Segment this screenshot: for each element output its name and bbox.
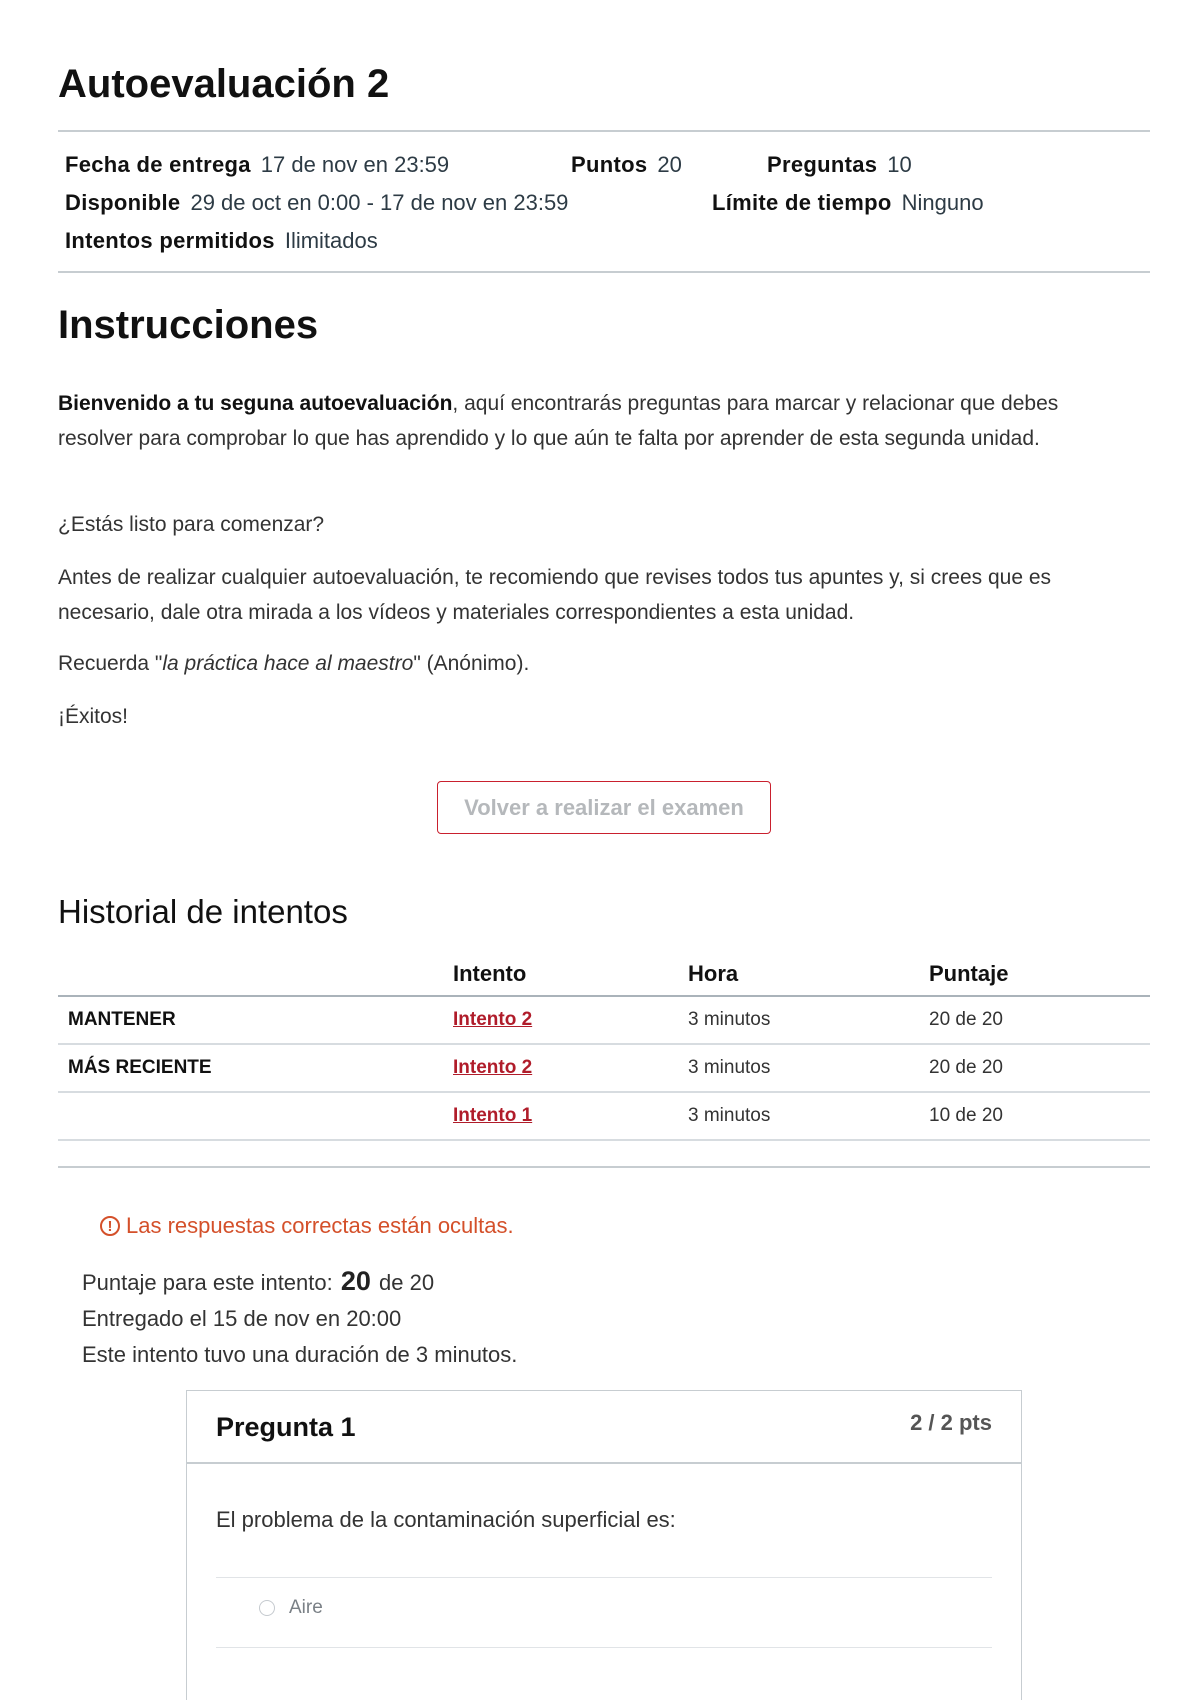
- question-points: 2 / 2 pts: [910, 1410, 992, 1435]
- attempt-tag: MÁS RECIENTE: [68, 1057, 212, 1078]
- score-value: 20: [340, 1266, 371, 1296]
- attempt-score: [82, 1266, 434, 1297]
- points: [571, 152, 682, 178]
- instructions-advice: Antes de realizar cualquier autoevaluación, te recomiendo que revises todos tus apuntes y, si crees que es necesario, dale otra mirada a los vídeos y materiales correspondientes a esta unidad.: [58, 566, 1052, 624]
- time-limit: [712, 190, 984, 216]
- quote-prefix: Recuerda ": [58, 652, 163, 675]
- attempts-value: Ilimitados: [284, 228, 378, 253]
- attempt-time: 3 minutos: [688, 1057, 771, 1078]
- attempt-time: 3 minutos: [688, 1105, 771, 1126]
- notice-text: Las respuestas correctas están ocultas.: [126, 1213, 514, 1238]
- question-header: [187, 1391, 1021, 1464]
- question-title: Pregunta 1: [216, 1412, 356, 1442]
- available-value: 29 de oct en 0:00 - 17 de nov en 23:59: [190, 190, 569, 215]
- radio-icon[interactable]: [259, 1600, 275, 1616]
- column-header-score: Puntaje: [929, 961, 1009, 986]
- instructions-intro: [58, 386, 1138, 456]
- time-limit-value: Ninguno: [901, 190, 984, 215]
- submitted-date: Entregado el 15 de nov en 20:00: [82, 1306, 402, 1331]
- column-header-time: Hora: [688, 961, 739, 986]
- quote-suffix: " (Anónimo).: [413, 652, 530, 675]
- intro-bold: Bienvenido a tu seguna autoevaluación: [58, 392, 453, 415]
- divider: [58, 130, 1150, 132]
- history-heading: Historial de intentos: [58, 893, 348, 930]
- table-header: [58, 955, 1150, 997]
- attempts-label: Intentos permitidos: [65, 228, 275, 253]
- questions-label: Preguntas: [767, 152, 878, 177]
- points-value: 20: [657, 152, 682, 177]
- points-label: Puntos: [571, 152, 648, 177]
- questions-count: [767, 152, 912, 178]
- answer-divider: [216, 1647, 992, 1648]
- due-value: 17 de nov en 23:59: [260, 152, 450, 177]
- instructions-closing: ¡Éxitos!: [58, 705, 129, 728]
- instructions-heading: Instrucciones: [58, 303, 319, 347]
- table-row: [58, 1045, 1150, 1093]
- due-label: Fecha de entrega: [65, 152, 251, 177]
- attempt-time: 3 minutos: [688, 1009, 771, 1030]
- intro-rest: , aquí encontrarás preguntas para marcar y relacionar que debes resolver para comprobar lo que has aprendido y lo que aún te falta por aprender de esta segunda unidad.: [58, 392, 1059, 450]
- attempt-score: 20 de 20: [929, 1057, 1003, 1078]
- question-card: [186, 1390, 1022, 1700]
- warning-icon: !: [100, 1216, 120, 1236]
- available-label: Disponible: [65, 190, 181, 215]
- attempt-history-table: [58, 955, 1150, 1141]
- column-header-attempt: Intento: [453, 961, 527, 986]
- table-row: [58, 997, 1150, 1045]
- attempt-link[interactable]: Intento 1: [453, 1105, 533, 1126]
- attempt-score: 20 de 20: [929, 1009, 1003, 1030]
- time-limit-label: Límite de tiempo: [712, 190, 892, 215]
- instructions-quote: [58, 646, 1138, 681]
- attempt-score: 10 de 20: [929, 1105, 1003, 1126]
- attempt-tag: MANTENER: [68, 1009, 176, 1030]
- attempt-link[interactable]: Intento 2: [453, 1057, 533, 1078]
- instructions-ready: ¿Estás listo para comenzar?: [58, 513, 325, 536]
- attempt-duration: Este intento tuvo una duración de 3 minutos.: [82, 1342, 518, 1367]
- question-text: El problema de la contaminación superficial es:: [216, 1507, 676, 1532]
- attempt-link[interactable]: Intento 2: [453, 1009, 533, 1030]
- questions-value: 10: [887, 152, 912, 177]
- answer-option[interactable]: [259, 1597, 323, 1619]
- allowed-attempts: [65, 228, 378, 254]
- availability: [65, 190, 568, 216]
- quote-italic: la práctica hace al maestro: [162, 652, 414, 675]
- due-date: [65, 152, 449, 178]
- answer-label: Aire: [289, 1597, 323, 1618]
- page-title: Autoevaluación 2: [58, 62, 390, 106]
- score-suffix: de 20: [379, 1270, 435, 1295]
- answer-divider: [216, 1577, 992, 1578]
- table-row: [58, 1093, 1150, 1141]
- retake-quiz-button[interactable]: Volver a realizar el examen: [437, 781, 771, 834]
- divider: [58, 271, 1150, 273]
- answers-hidden-notice: [100, 1213, 514, 1239]
- score-prefix: Puntaje para este intento:: [82, 1270, 333, 1295]
- divider: [58, 1166, 1150, 1168]
